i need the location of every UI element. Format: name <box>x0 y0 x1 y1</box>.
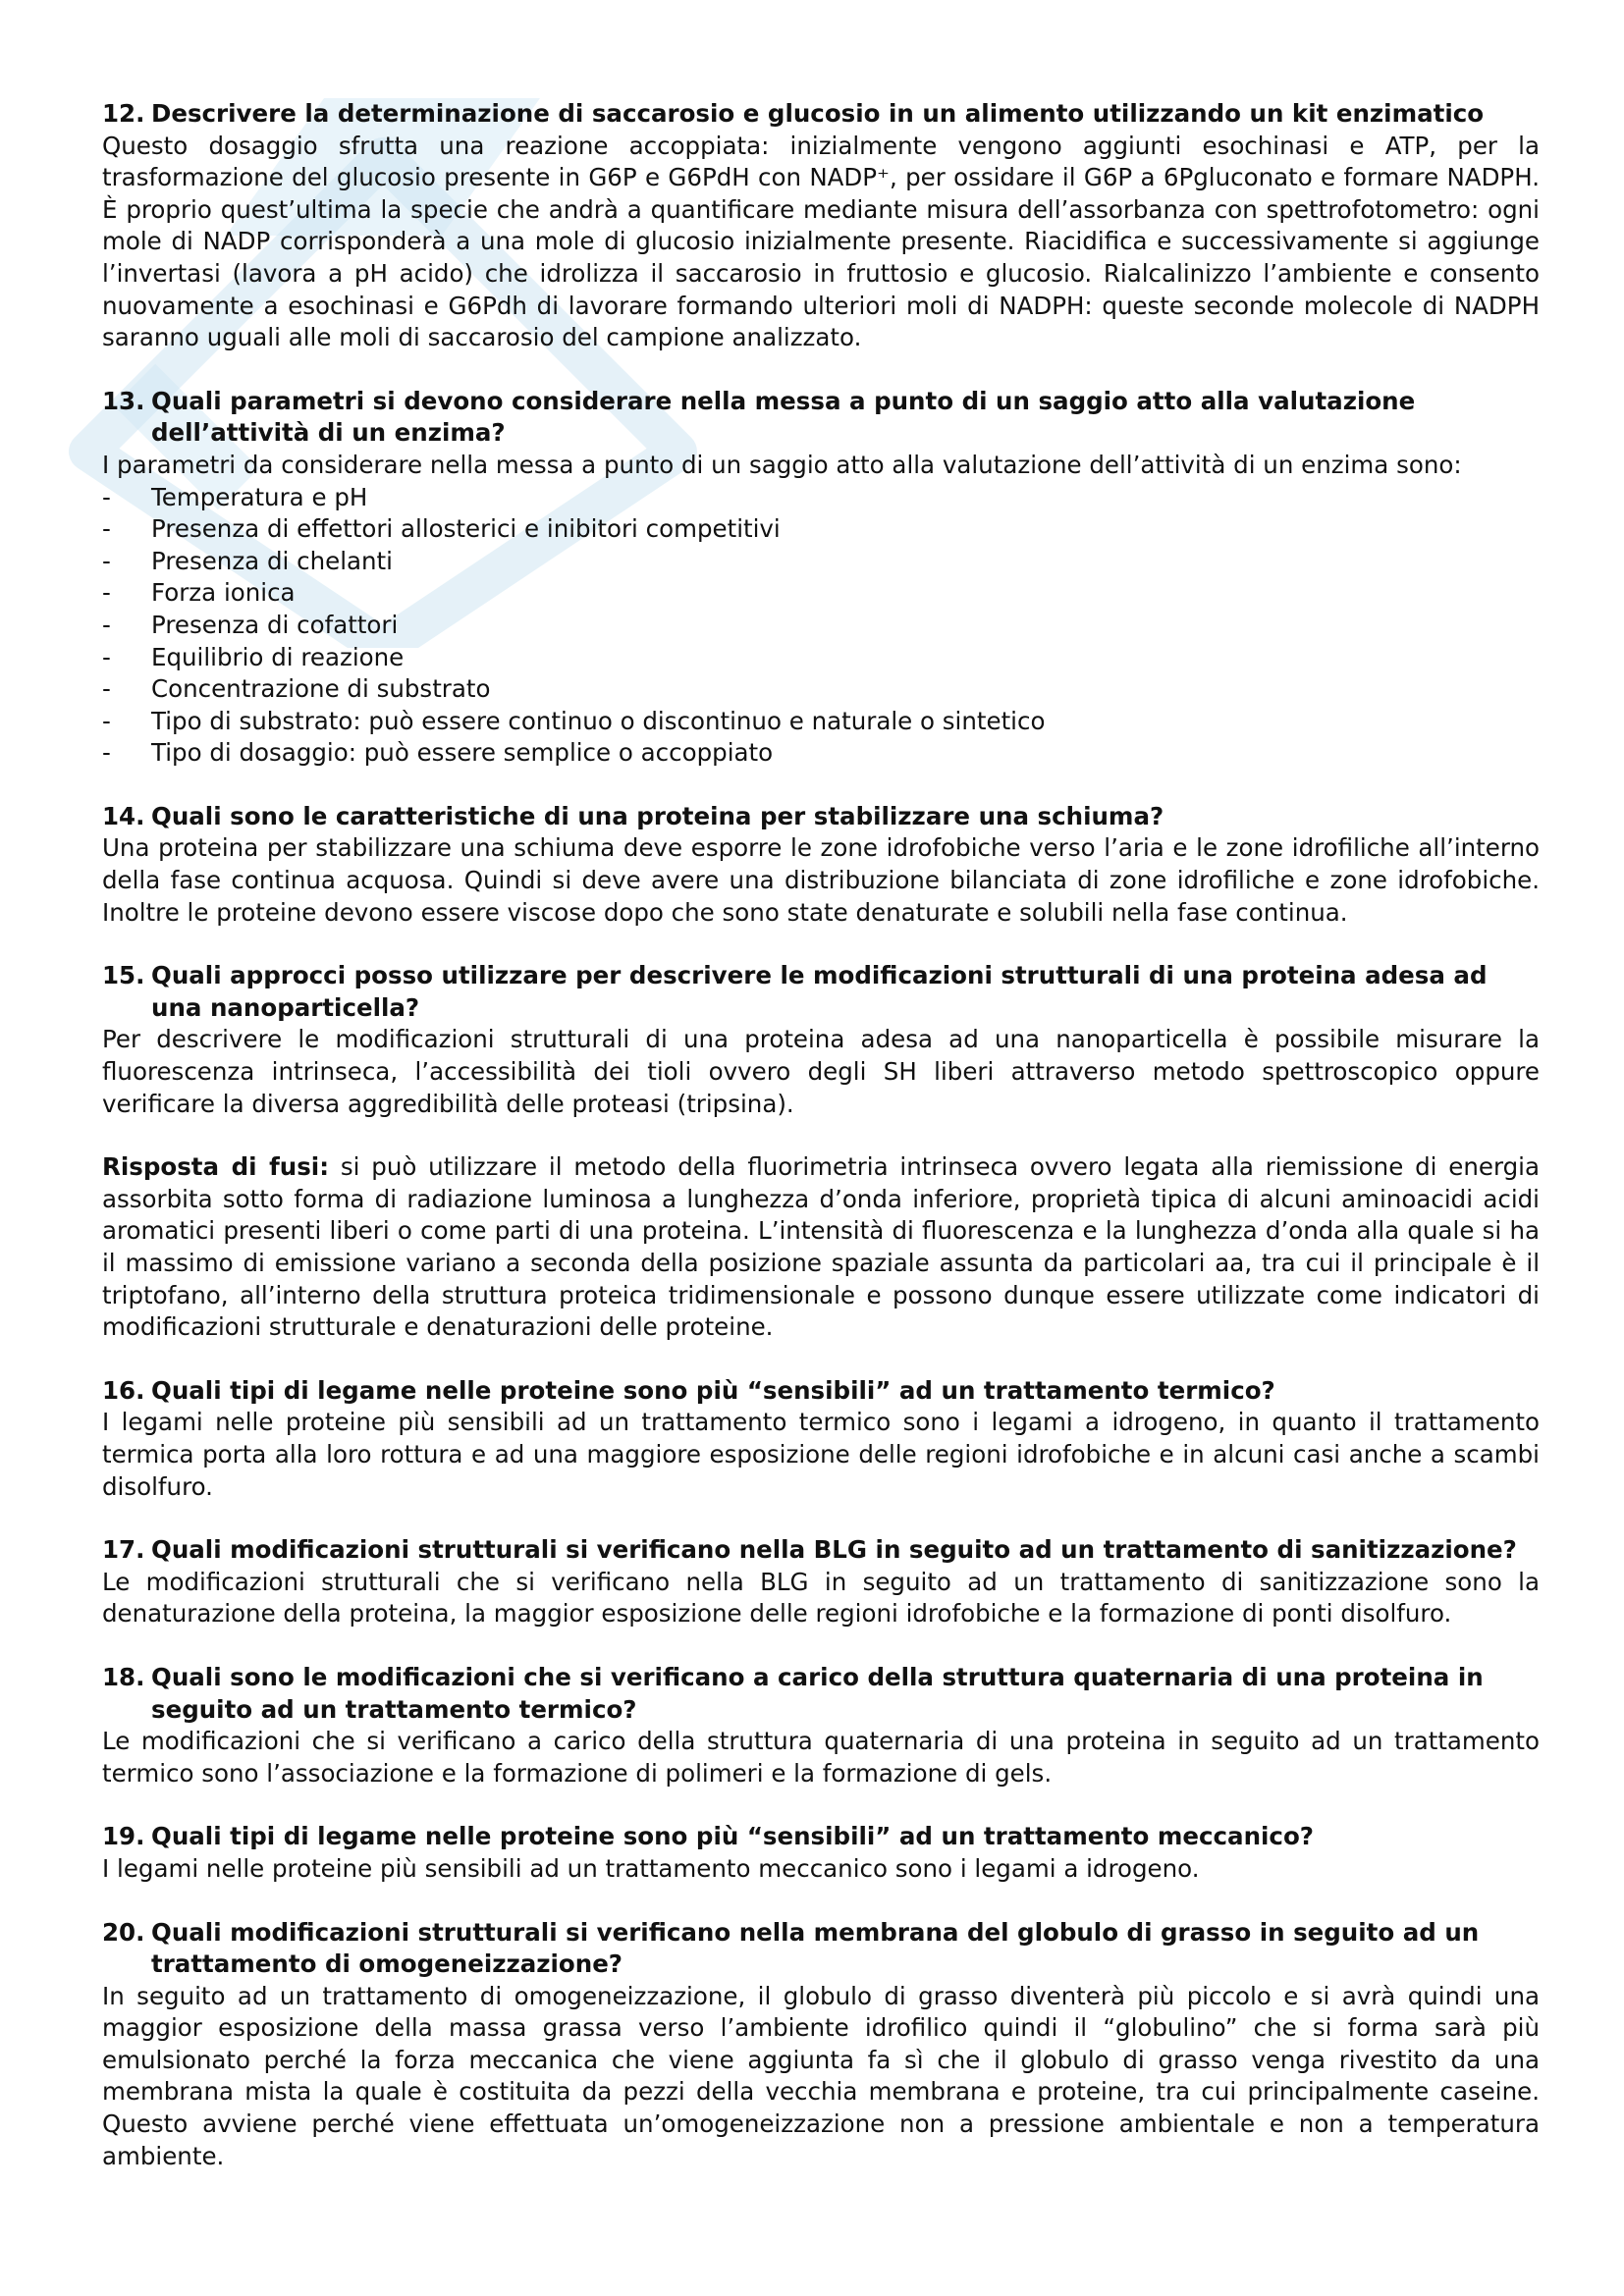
question-20 <box>102 1917 1540 2173</box>
list-item-text: Presenza di effettori allosterici e inibitori competitivi <box>151 514 781 544</box>
extra-answer-text: si può utilizzare il metodo della fluorimetria intrinseca ovvero legata alla riemissione di energia assorbita sotto forma di radiazione luminosa a lunghezza d’onda inferiore, proprietà tipica di alcuni aminoacidi acidi aromatici presenti liberi o come parti di una proteina. L’intensità di fluorescenza e la lunghezza d’onda alla quale si ha il massimo di emissione variano a seconda della posizione spaziale assunta da particolari aa, tra cui il principale è il triptofano, all’interno della struttura proteica tridimensionale e possono dunque essere utilizzate come indicatori di modificazioni strutturale e denaturazioni delle proteine. <box>102 1152 1540 1342</box>
list-item-text: Temperatura e pH <box>151 482 368 511</box>
extra-answer-paragraph <box>102 1151 1540 1344</box>
question-number: 17. <box>102 1535 145 1565</box>
answer-paragraph: In seguito ad un trattamento di omogeneizzazione, il globulo di grasso diventerà più piccolo e si avrà quindi una maggior esposizione della massa grassa verso l’ambiente idrofilico quindi il “globulino” che si forma sarà più emulsionato perché la forza meccanica che viene aggiunta fa sì che il globulo di grasso venga rivestito da una membrana mista la quale è costituita da pezzi della vecchia membrana e proteine, tra cui principalmente caseine. Questo avviene perché viene effettuata un’omogeneizzazione non a pressione ambientale e non a temperatura ambiente. <box>102 1981 1540 2170</box>
dash-bullet: - <box>102 738 111 768</box>
question-title <box>102 801 1540 833</box>
question-number: 19. <box>102 1822 145 1851</box>
question-title <box>102 960 1540 1024</box>
list-item-text: Presenza di chelanti <box>151 546 393 575</box>
list-item <box>102 513 1540 546</box>
answer-paragraph: Per descrivere le modificazioni strutturali di una proteina adesa ad una nanoparticella è possibile misurare la fluorescenza intrinseca, l’accessibilità dei tioli ovvero degli SH liberi attraverso metodo spettroscopico oppure verificare la diversa aggredibilità delle proteasi (tripsina). <box>102 1025 1540 1118</box>
question-number: 12. <box>102 99 145 128</box>
question-14 <box>102 801 1540 929</box>
question-title <box>102 1917 1540 1981</box>
answer-paragraph: Questo dosaggio sfrutta una reazione accoppiata: inizialmente vengono aggiunti esochinasi e ATP, per la trasformazione del glucosio presente in G6P e G6PdH con NADP⁺, per ossidare il G6P a 6Pgluconato e formare NADPH. È proprio quest’ultima la specie che andrà a quantificare mediante misura dell’assorbanza con spettrofotometro: ogni mole di NADP corrisponderà a una mole di glucosio inizialmente presente. Riacidifica e successivamente si aggiunge l’invertasi (lavora a pH acido) che idrolizza il saccarosio in fruttosio e glucosio. Rialcalinizzo l’ambiente e consento nuovamente a esochinasi e G6Pdh di lavorare formando ulteriori moli di NADPH: queste seconde molecole di NADPH saranno uguali alle moli di saccarosio del campione analizzato. <box>102 131 1540 352</box>
dash-bullet: - <box>102 610 111 639</box>
question-text: Quali modificazioni strutturali si verificano nella BLG in seguito ad un trattamento di sanitizzazione? <box>151 1535 1517 1565</box>
question-title <box>102 1821 1540 1853</box>
question-number: 14. <box>102 801 145 830</box>
question-text: Quali tipi di legame nelle proteine sono più “sensibili” ad un trattamento termico? <box>151 1375 1275 1405</box>
question-17 <box>102 1534 1540 1630</box>
question-text: Quali sono le caratteristiche di una proteina per stabilizzare una schiuma? <box>151 801 1164 830</box>
question-number: 15. <box>102 961 145 990</box>
dash-bullet: - <box>102 674 111 704</box>
dash-bullet: - <box>102 642 111 671</box>
list-item <box>102 737 1540 770</box>
list-item-text: Equilibrio di reazione <box>151 642 405 671</box>
answer-paragraph: Le modificazioni che si verificano a carico della struttura quaternaria di una proteina in seguito ad un trattamento termico sono l’associazione e la formazione di polimeri e la formazione di gels. <box>102 1727 1540 1788</box>
list-item <box>102 706 1540 738</box>
list-item-text: Presenza di cofattori <box>151 610 399 639</box>
dash-bullet: - <box>102 706 111 735</box>
list-item-text: Concentrazione di substrato <box>151 674 491 704</box>
question-text: Quali sono le modificazioni che si verificano a carico della struttura quaternaria di una proteina in seguito ad un trattamento termico? <box>151 1662 1484 1724</box>
question-text: Quali tipi di legame nelle proteine sono più “sensibili” ad un trattamento meccanico? <box>151 1822 1314 1851</box>
question-16 <box>102 1375 1540 1503</box>
extra-answer-label: Risposta di fusi: <box>102 1152 330 1182</box>
question-title <box>102 1662 1540 1726</box>
question-title <box>102 98 1540 131</box>
question-number: 18. <box>102 1662 145 1691</box>
question-12 <box>102 98 1540 354</box>
document-body <box>102 98 1540 2204</box>
answer-paragraph: I legami nelle proteine più sensibili ad un trattamento termico sono i legami a idrogeno, in quanto il trattamento termica porta alla loro rottura e ad una maggiore esposizione delle regioni idrofobiche e in alcuni casi anche a scambi disolfuro. <box>102 1408 1540 1501</box>
question-title <box>102 1534 1540 1567</box>
parameter-list <box>102 482 1540 770</box>
question-number: 16. <box>102 1375 145 1405</box>
list-item-text: Tipo di dosaggio: può essere semplice o accoppiato <box>151 738 774 768</box>
answer-intro: I parametri da considerare nella messa a punto di un saggio atto alla valutazione dell’attività di un enzima sono: <box>102 450 1462 479</box>
list-item <box>102 482 1540 514</box>
question-text: Quali approcci posso utilizzare per descrivere le modificazioni strutturali di una proteina adesa ad una nanoparticella? <box>151 961 1488 1022</box>
list-item <box>102 642 1540 674</box>
answer-paragraph: I legami nelle proteine più sensibili ad un trattamento meccanico sono i legami a idrogeno. <box>102 1853 1200 1883</box>
dash-bullet: - <box>102 514 111 544</box>
question-text: Descrivere la determinazione di saccarosio e glucosio in un alimento utilizzando un kit enzimatico <box>151 99 1485 128</box>
question-19 <box>102 1821 1540 1885</box>
dash-bullet: - <box>102 546 111 575</box>
question-15 <box>102 960 1540 1344</box>
dash-bullet: - <box>102 578 111 608</box>
question-text: Quali parametri si devono considerare nella messa a punto di un saggio atto alla valutazione dell’attività di un enzima? <box>151 386 1416 448</box>
question-number: 20. <box>102 1917 145 1947</box>
list-item <box>102 610 1540 642</box>
question-18 <box>102 1662 1540 1789</box>
list-item <box>102 546 1540 578</box>
list-item-text: Forza ionica <box>151 578 296 608</box>
dash-bullet: - <box>102 482 111 511</box>
question-number: 13. <box>102 386 145 415</box>
answer-paragraph: Una proteina per stabilizzare una schiuma deve esporre le zone idrofobiche verso l’aria e le zone idrofiliche all’interno della fase continua acquosa. Quindi si deve avere una distribuzione bilanciata di zone idrofiliche e zone idrofobiche. Inoltre le proteine devono essere viscose dopo che sono state denaturate e solubili nella fase continua. <box>102 833 1540 927</box>
list-item-text: Tipo di substrato: può essere continuo o discontinuo e naturale o sintetico <box>151 706 1046 735</box>
list-item <box>102 673 1540 706</box>
question-text: Quali modificazioni strutturali si verificano nella membrana del globulo di grasso in seguito ad un trattamento di omogeneizzazione? <box>151 1917 1480 1979</box>
question-13 <box>102 386 1540 770</box>
list-item <box>102 577 1540 610</box>
answer-paragraph: Le modificazioni strutturali che si verificano nella BLG in seguito ad un trattamento di sanitizzazione sono la denaturazione della proteina, la maggior esposizione delle regioni idrofobiche e la formazione di ponti disolfuro. <box>102 1567 1540 1629</box>
question-title <box>102 386 1540 450</box>
question-title <box>102 1375 1540 1408</box>
